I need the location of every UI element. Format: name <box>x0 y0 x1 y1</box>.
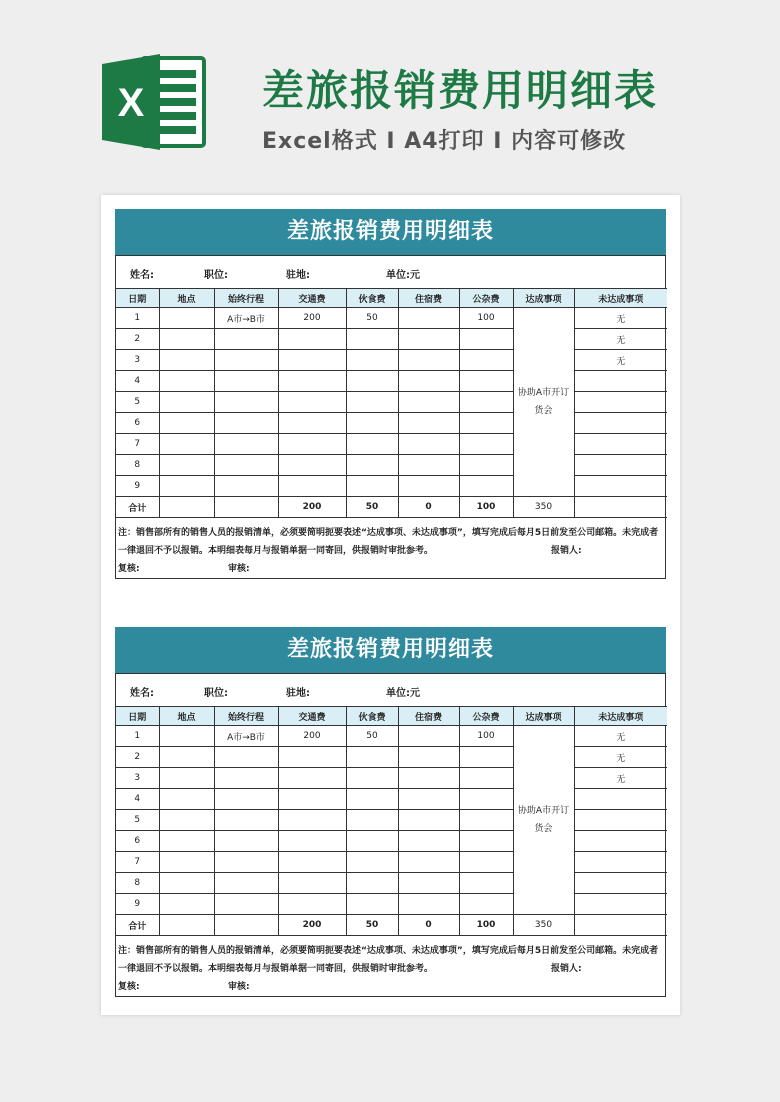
total-misc: 100 <box>459 915 513 936</box>
cell-place <box>159 392 214 413</box>
cell-lodging <box>398 852 459 873</box>
cell-transport <box>278 329 346 350</box>
cell-transport: 200 <box>278 726 346 747</box>
cell-route <box>214 873 278 894</box>
table-row <box>116 455 667 476</box>
column-header: 公杂费 <box>459 289 513 308</box>
cell-place <box>159 476 214 497</box>
cell-unachieved <box>574 434 667 455</box>
cell-achieved: 协助A市开订货会 <box>513 726 574 915</box>
table-row <box>116 476 667 497</box>
cell-place <box>159 747 214 768</box>
notes <box>116 936 665 996</box>
column-header: 地点 <box>159 289 214 308</box>
cell-transport <box>278 789 346 810</box>
table-row <box>116 768 667 789</box>
column-header: 住宿费 <box>398 707 459 726</box>
location-label: 驻地: <box>286 270 310 281</box>
cell-place <box>159 810 214 831</box>
cell-misc <box>459 476 513 497</box>
expense-sheet <box>115 209 666 579</box>
auditor-label: 审核: <box>228 982 250 992</box>
column-header: 日期 <box>116 289 159 308</box>
unit-label: 单位:元 <box>386 688 420 699</box>
column-header: 住宿费 <box>398 289 459 308</box>
cell-place <box>159 789 214 810</box>
cell-meals <box>346 810 398 831</box>
note-line-1: 注：销售部所有的销售人员的报销清单，必须要简明扼要表述“达成事项、未达成事项”，填写完成后每月5日前发至公司邮箱。未完成者 <box>118 528 659 538</box>
cell-route <box>214 810 278 831</box>
excel-logo-letter: X <box>117 81 145 125</box>
cell-place <box>159 852 214 873</box>
name-label: 姓名: <box>130 688 154 699</box>
cell-date: 5 <box>116 392 159 413</box>
total-lodging: 0 <box>398 915 459 936</box>
cell-route <box>214 413 278 434</box>
cell-misc <box>459 350 513 371</box>
cell-lodging <box>398 810 459 831</box>
cell-date: 8 <box>116 455 159 476</box>
column-header: 未达成事项 <box>574 707 667 726</box>
table-row <box>116 308 667 329</box>
cell-place <box>159 413 214 434</box>
table-row <box>116 747 667 768</box>
total-meals: 50 <box>346 497 398 518</box>
table-row <box>116 726 667 747</box>
position-label: 职位: <box>204 688 228 699</box>
cell-date: 2 <box>116 329 159 350</box>
cell-lodging <box>398 413 459 434</box>
cell-unachieved <box>574 476 667 497</box>
cell-transport <box>278 476 346 497</box>
cell-route <box>214 894 278 915</box>
cell-date: 7 <box>116 852 159 873</box>
cell-lodging <box>398 371 459 392</box>
cell-meals <box>346 392 398 413</box>
cell-misc: 100 <box>459 308 513 329</box>
cell-transport <box>278 455 346 476</box>
table-row <box>116 894 667 915</box>
table-row <box>116 371 667 392</box>
column-header: 达成事项 <box>513 707 574 726</box>
cell-date: 5 <box>116 810 159 831</box>
table-row <box>116 873 667 894</box>
cell-misc <box>459 831 513 852</box>
cell-empty <box>574 497 667 518</box>
cell-route <box>214 392 278 413</box>
cell-unachieved: 无 <box>574 350 667 371</box>
cell-meals: 50 <box>346 726 398 747</box>
total-lodging: 0 <box>398 497 459 518</box>
sheet-title: 差旅报销费用明细表 <box>115 627 666 673</box>
cell-lodging <box>398 873 459 894</box>
cell-misc <box>459 392 513 413</box>
cell-route: A市→B市 <box>214 308 278 329</box>
cell-route <box>214 476 278 497</box>
sheet-body <box>115 255 666 579</box>
cell-transport <box>278 852 346 873</box>
notes <box>116 518 665 578</box>
cell-achieved: 协助A市开订货会 <box>513 308 574 497</box>
column-header: 地点 <box>159 707 214 726</box>
cell-place <box>159 726 214 747</box>
cell-place <box>159 894 214 915</box>
column-header: 未达成事项 <box>574 289 667 308</box>
cell-misc <box>459 371 513 392</box>
paper-preview <box>101 195 680 1015</box>
cell-lodging <box>398 726 459 747</box>
total-grand: 350 <box>513 497 574 518</box>
cell-date: 3 <box>116 350 159 371</box>
cell-route <box>214 852 278 873</box>
cell-unachieved: 无 <box>574 308 667 329</box>
cell-transport: 200 <box>278 308 346 329</box>
reporter-label: 报销人: <box>551 546 582 556</box>
cell-unachieved <box>574 831 667 852</box>
table-row <box>116 329 667 350</box>
auditor-label: 审核: <box>228 564 250 574</box>
cell-unachieved <box>574 392 667 413</box>
column-header: 始终行程 <box>214 707 278 726</box>
cell-date: 4 <box>116 371 159 392</box>
cell-lodging <box>398 476 459 497</box>
cell-route: A市→B市 <box>214 726 278 747</box>
cell-meals <box>346 747 398 768</box>
total-misc: 100 <box>459 497 513 518</box>
info-row <box>116 255 665 288</box>
expense-table <box>116 288 667 518</box>
cell-place <box>159 350 214 371</box>
cell-misc <box>459 455 513 476</box>
cell-transport <box>278 392 346 413</box>
cell-unachieved <box>574 455 667 476</box>
cell-meals <box>346 894 398 915</box>
column-header: 达成事项 <box>513 289 574 308</box>
cell-lodging <box>398 455 459 476</box>
cell-route <box>214 789 278 810</box>
cell-place <box>159 455 214 476</box>
expense-sheet <box>115 627 666 997</box>
cell-misc <box>459 894 513 915</box>
total-transport: 200 <box>278 915 346 936</box>
reviewer-label: 复核: <box>118 982 140 992</box>
cell-transport <box>278 810 346 831</box>
cell-misc <box>459 810 513 831</box>
cell-meals <box>346 455 398 476</box>
cell-unachieved: 无 <box>574 768 667 789</box>
cell-transport <box>278 371 346 392</box>
cell-route <box>214 371 278 392</box>
cell-unachieved: 无 <box>574 726 667 747</box>
cell-transport <box>278 831 346 852</box>
cell-transport <box>278 434 346 455</box>
note-line-2: 一律退回不予以报销。本明细表每月与报销单据一同寄回，供报销时审批参考。 <box>118 964 434 974</box>
cell-misc <box>459 852 513 873</box>
cell-place <box>159 308 214 329</box>
cell-date: 7 <box>116 434 159 455</box>
cell-meals <box>346 873 398 894</box>
cell-meals <box>346 476 398 497</box>
cell-misc <box>459 329 513 350</box>
cell-meals <box>346 413 398 434</box>
info-row <box>116 673 665 706</box>
total-label: 合计 <box>116 497 159 518</box>
column-header: 日期 <box>116 707 159 726</box>
cell-lodging <box>398 747 459 768</box>
cell-route <box>214 329 278 350</box>
column-header: 伙食费 <box>346 707 398 726</box>
total-label: 合计 <box>116 915 159 936</box>
page-header <box>0 0 780 190</box>
total-transport: 200 <box>278 497 346 518</box>
table-row <box>116 434 667 455</box>
cell-transport <box>278 894 346 915</box>
cell-empty <box>159 915 214 936</box>
cell-lodging <box>398 789 459 810</box>
cell-lodging <box>398 392 459 413</box>
reporter-label: 报销人: <box>551 964 582 974</box>
cell-misc: 100 <box>459 726 513 747</box>
cell-lodging <box>398 308 459 329</box>
cell-misc <box>459 873 513 894</box>
cell-place <box>159 371 214 392</box>
cell-misc <box>459 747 513 768</box>
cell-transport <box>278 747 346 768</box>
cell-unachieved: 无 <box>574 329 667 350</box>
cell-meals <box>346 371 398 392</box>
cell-meals <box>346 789 398 810</box>
position-label: 职位: <box>204 270 228 281</box>
cell-date: 9 <box>116 894 159 915</box>
cell-transport <box>278 768 346 789</box>
cell-route <box>214 768 278 789</box>
cell-transport <box>278 350 346 371</box>
table-header-row <box>116 707 667 726</box>
cell-lodging <box>398 434 459 455</box>
cell-place <box>159 873 214 894</box>
cell-meals <box>346 434 398 455</box>
cell-date: 1 <box>116 308 159 329</box>
cell-date: 6 <box>116 413 159 434</box>
cell-misc <box>459 434 513 455</box>
cell-meals <box>346 350 398 371</box>
table-row <box>116 413 667 434</box>
cell-route <box>214 747 278 768</box>
table-row <box>116 810 667 831</box>
column-header: 交通费 <box>278 289 346 308</box>
note-line-2: 一律退回不予以报销。本明细表每月与报销单据一同寄回，供报销时审批参考。 <box>118 546 434 556</box>
cell-date: 4 <box>116 789 159 810</box>
total-meals: 50 <box>346 915 398 936</box>
cell-unachieved <box>574 371 667 392</box>
sheet-body <box>115 673 666 997</box>
cell-empty <box>159 497 214 518</box>
total-row <box>116 497 667 518</box>
column-header: 交通费 <box>278 707 346 726</box>
cell-place <box>159 329 214 350</box>
cell-date: 9 <box>116 476 159 497</box>
cell-lodging <box>398 831 459 852</box>
cell-lodging <box>398 329 459 350</box>
table-row <box>116 789 667 810</box>
cell-lodging <box>398 350 459 371</box>
cell-route <box>214 455 278 476</box>
cell-empty <box>574 915 667 936</box>
cell-empty <box>214 497 278 518</box>
cell-lodging <box>398 894 459 915</box>
cell-unachieved <box>574 789 667 810</box>
column-header: 公杂费 <box>459 707 513 726</box>
page-subtitle: Excel格式 I A4打印 I 内容可修改 <box>262 129 627 154</box>
cell-meals <box>346 831 398 852</box>
cell-place <box>159 831 214 852</box>
column-header: 始终行程 <box>214 289 278 308</box>
column-header: 伙食费 <box>346 289 398 308</box>
cell-transport <box>278 873 346 894</box>
cell-unachieved <box>574 894 667 915</box>
sheet-title: 差旅报销费用明细表 <box>115 209 666 255</box>
cell-date: 8 <box>116 873 159 894</box>
cell-misc <box>459 413 513 434</box>
cell-misc <box>459 768 513 789</box>
cell-unachieved: 无 <box>574 747 667 768</box>
unit-label: 单位:元 <box>386 270 420 281</box>
cell-misc <box>459 789 513 810</box>
table-row <box>116 350 667 371</box>
table-row <box>116 831 667 852</box>
cell-meals: 50 <box>346 308 398 329</box>
table-row <box>116 852 667 873</box>
expense-table <box>116 706 667 936</box>
cell-date: 3 <box>116 768 159 789</box>
cell-date: 2 <box>116 747 159 768</box>
cell-unachieved <box>574 852 667 873</box>
table-header-row <box>116 289 667 308</box>
cell-route <box>214 831 278 852</box>
cell-unachieved <box>574 873 667 894</box>
cell-unachieved <box>574 810 667 831</box>
cell-meals <box>346 852 398 873</box>
cell-route <box>214 350 278 371</box>
cell-lodging <box>398 768 459 789</box>
total-row <box>116 915 667 936</box>
cell-meals <box>346 768 398 789</box>
note-line-1: 注：销售部所有的销售人员的报销清单，必须要简明扼要表述“达成事项、未达成事项”，填写完成后每月5日前发至公司邮箱。未完成者 <box>118 946 659 956</box>
cell-empty <box>214 915 278 936</box>
page-title: 差旅报销费用明细表 <box>262 66 659 115</box>
cell-meals <box>346 329 398 350</box>
cell-place <box>159 434 214 455</box>
name-label: 姓名: <box>130 270 154 281</box>
cell-date: 6 <box>116 831 159 852</box>
cell-transport <box>278 413 346 434</box>
excel-icon <box>100 52 210 152</box>
cell-place <box>159 768 214 789</box>
reviewer-label: 复核: <box>118 564 140 574</box>
location-label: 驻地: <box>286 688 310 699</box>
total-grand: 350 <box>513 915 574 936</box>
table-row <box>116 392 667 413</box>
cell-unachieved <box>574 413 667 434</box>
cell-route <box>214 434 278 455</box>
cell-date: 1 <box>116 726 159 747</box>
